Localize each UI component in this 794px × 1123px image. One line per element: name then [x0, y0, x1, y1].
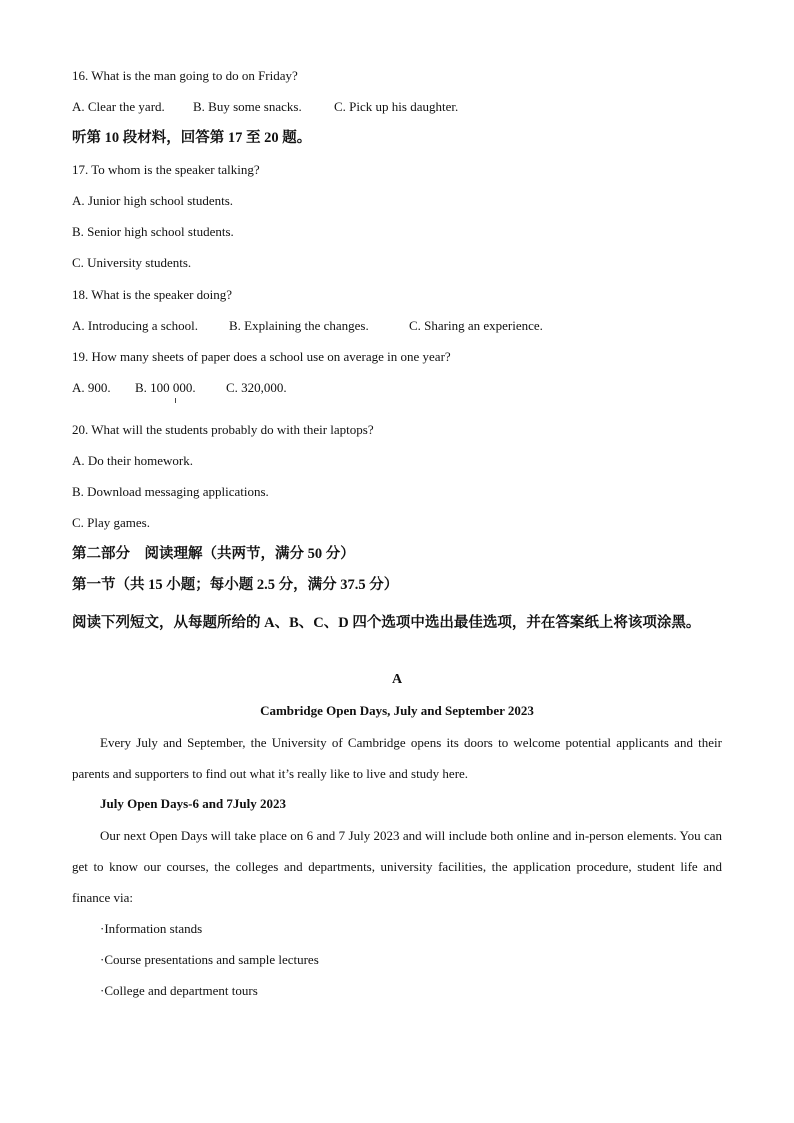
question-20-option-b: B. Download messaging applications. [72, 484, 269, 499]
subheading-july: July Open Days-6 and 7July 2023 [100, 796, 287, 811]
stray-mark [175, 398, 176, 403]
section-one-heading: 第一节（共 15 小题；每小题 2.5 分，满分 37.5 分） [72, 577, 399, 593]
question-19: 19. How many sheets of paper does a school use on average in one year? [72, 349, 451, 364]
part-two-heading: 第二部分 阅读理解（共两节，满分 50 分） [72, 546, 355, 562]
bullet-item: ·Information stands [100, 921, 203, 936]
question-17-option-c: C. University students. [72, 255, 192, 270]
bullet-item: ·College and department tours [100, 983, 258, 998]
option-b: B. 100 000. [135, 380, 196, 395]
reading-instruction: 阅读下列短文，从每题所给的 A、B、C、D 四个选项中选出最佳选项，并在答案纸上将该项涂黑。 [72, 615, 701, 631]
option-a: A. Introducing a school. [72, 318, 199, 333]
paragraph-2: Our next Open Days will take place on 6 and 7 July 2023 and will include both online and in-person elements. You can get to know our courses, the colleges and departments, university facilities, the application procedure, student life and finance via: [72, 828, 722, 905]
option-c: C. Sharing an experience. [409, 318, 543, 333]
question-16: 16. What is the man going to do on Friday? [72, 68, 298, 83]
passage-label: A [391, 672, 403, 687]
option-b: B. Buy some snacks. [193, 99, 302, 114]
question-16-options [72, 99, 458, 115]
option-a: A. Clear the yard. [72, 99, 165, 114]
question-20: 20. What will the students probably do with their laptops? [72, 422, 374, 437]
option-c: C. 320,000. [226, 380, 287, 395]
section-10-heading: 听第 10 段材料，回答第 17 至 20 题。 [72, 130, 312, 146]
bullet-item: ·Course presentations and sample lectures [100, 952, 319, 967]
question-18-options [72, 318, 543, 334]
question-17-option-b: B. Senior high school students. [72, 224, 234, 239]
question-20-option-c: C. Play games. [72, 515, 150, 530]
option-a: A. 900. [72, 380, 111, 395]
question-20-option-a: A. Do their homework. [72, 453, 193, 468]
paragraph-1: Every July and September, the University of Cambridge opens its doors to welcome potential applicants and their parents and supporters to find out what it’s really like to live and study here. [72, 735, 722, 781]
passage-title: Cambridge Open Days, July and September 2023 [260, 703, 534, 718]
option-c: C. Pick up his daughter. [334, 99, 459, 114]
question-17: 17. To whom is the speaker talking? [72, 162, 260, 177]
option-b: B. Explaining the changes. [229, 318, 369, 333]
question-19-options [72, 380, 287, 396]
question-17-option-a: A. Junior high school students. [72, 193, 234, 208]
question-18: 18. What is the speaker doing? [72, 287, 233, 302]
